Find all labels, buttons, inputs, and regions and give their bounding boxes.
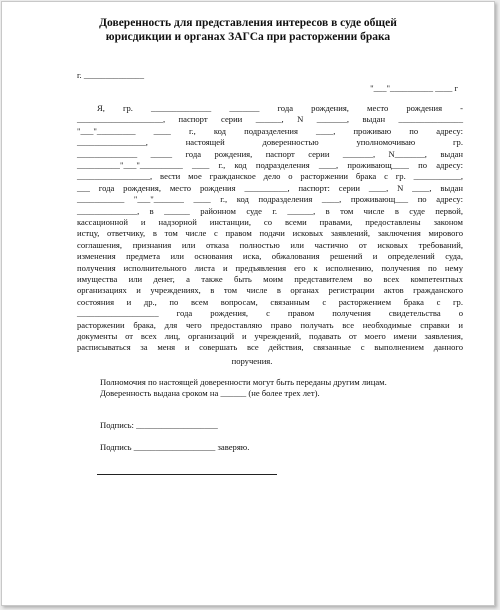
- body-line: _________________, вести мое гражданское дело о расторжении брака с гр. ___________,: [77, 171, 463, 182]
- body-line: имущества или денег, а также быть моим представителем во всех компетентных: [77, 274, 463, 284]
- certification-suffix: заверяю.: [215, 442, 250, 452]
- certification-signature: Подпись ___________________: [100, 442, 216, 452]
- body-line: расторжении брака, для чего предоставляю право получать все необходимые справки и: [77, 319, 463, 330]
- body-line: ______________, в ______ районном суде г. ______, в том числе в суде первой,: [77, 205, 463, 216]
- body-line: ___ года рождения, место рождения __________, паспорт: серии ____, N ____, выдан: [77, 182, 463, 193]
- document-page: [1, 1, 495, 606]
- body-line: Я, гр. ______________ _______ года рождения, место рождения -: [97, 103, 463, 113]
- body-line: расписываться за меня и совершать все действия, связанные с выполнением данного: [77, 342, 463, 353]
- validity-note: Доверенность выдана сроком на ______ (не более трех лет).: [100, 388, 320, 398]
- body-last-line: поручения.: [231, 356, 273, 366]
- body-line: получения исполнительного листа и предъявления его к исполнению, получения по нему: [77, 262, 463, 273]
- body-line: соглашения, признания или отказа полностью или частично от исковых требований,: [77, 239, 463, 250]
- body-line: кассационной и надзорной инстанции, со всеми правами, предоставлены законом: [77, 217, 463, 227]
- body-line: __________"___"__________ ____ г., код подразделения ____, проживающ____ по адресу:: [77, 160, 463, 170]
- city-field: г. ______________: [77, 70, 145, 80]
- body-line: состояния и др., по всем вопросам, связанным с расторжением брака с гр.: [77, 296, 463, 307]
- body-line: истцу, ответчику, в том числе с правом подачи исковых заявлений, заключения мирового: [77, 228, 463, 239]
- signature-field: Подпись: ___________________: [100, 420, 218, 430]
- body-line: документы от всех лиц, организаций и учреждений, подавать от моего имени заявления,: [77, 331, 463, 341]
- body-line: организациях и учреждениях, в том числе в органах регистрации актов гражданского: [77, 285, 463, 296]
- body-line: ________________, настоящей доверенностью уполномочиваю гр.: [77, 137, 463, 148]
- body-line: "___"_________ ____ г., код подразделения ____, проживаю по адресу:: [77, 125, 463, 136]
- certification-field: [100, 442, 249, 453]
- body-line: ___________________ года рождения, с правом получения свидетельства о: [77, 308, 463, 319]
- body-line: ____________________, паспорт серии ______, N _______, выдан _______________: [77, 114, 463, 125]
- body-line: ______________ _____ года рождения, паспорт серии _______, N_______, выдан: [77, 148, 463, 159]
- body-line: ___________ "___"_______ ____ г., код подразделения ____, проживающ___ по адресу:: [77, 194, 463, 205]
- title-line-2: юрисдикции и органах ЗАГСа при расторжении брака: [105, 31, 391, 43]
- title-line-1: Доверенность для представления интересов в суде общей: [99, 17, 397, 29]
- delegation-note: Полномочия по настоящей доверенности могут быть переданы другим лицам.: [100, 377, 387, 387]
- date-field: "___"__________ ____ г: [370, 83, 458, 93]
- notary-signature-line: [97, 474, 277, 475]
- document-title: [2, 16, 494, 44]
- body-line: изменения предмета или основания иска, обжалования решений и определений суда,: [77, 251, 463, 262]
